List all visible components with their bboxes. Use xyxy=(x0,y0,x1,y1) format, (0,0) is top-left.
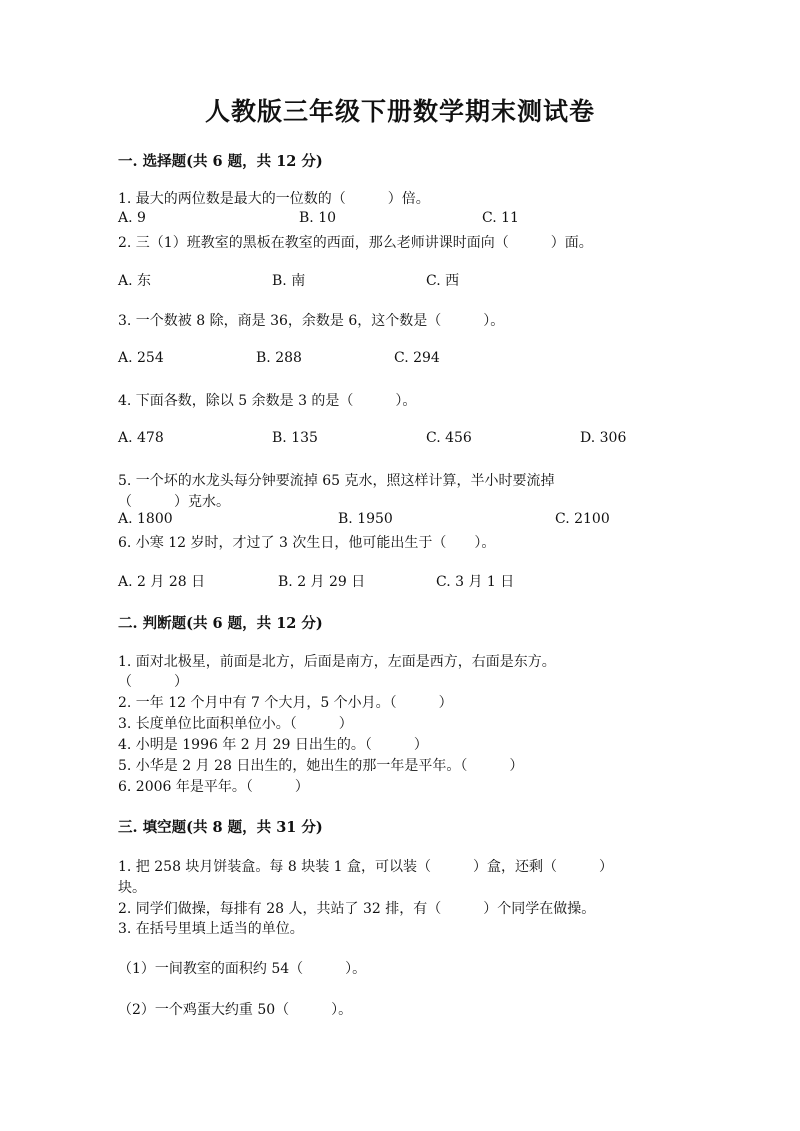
option-a: A. 478 xyxy=(118,430,164,446)
question-3-text: 3. 一个数被 8 除，商是 36，余数是 6，这个数是（ ）。 xyxy=(118,313,505,329)
option-a: A. 2 月 28 日 xyxy=(118,574,206,590)
fill-subquestion: （2）一个鸡蛋大约重 50（ ）。 xyxy=(118,1002,353,1018)
section-heading-fill-in: 三. 填空题(共 8 题，共 31 分) xyxy=(118,819,323,836)
option-c: C. 2100 xyxy=(555,511,610,527)
question-5-text: 5. 一个坏的水龙头每分钟要流掉 65 克水，照这样计算，半小时要流掉 xyxy=(118,473,555,489)
fill-subquestion: （1）一间教室的面积约 54（ ）。 xyxy=(118,961,367,977)
option-a: A. 东 xyxy=(118,273,152,289)
tf-question-line: 6. 2006 年是平年。（ ） xyxy=(118,779,309,795)
option-a: A. 1800 xyxy=(118,511,173,527)
option-a: A. 254 xyxy=(118,350,164,366)
option-d: D. 306 xyxy=(580,430,627,446)
fill-question-line: 1. 把 258 块月饼装盒。每 8 块装 1 盒，可以装（ ）盒，还剩（ ） xyxy=(118,859,614,875)
tf-question-line: （ ） xyxy=(118,674,188,690)
option-b: B. 135 xyxy=(272,430,318,446)
section-heading-true-false: 二. 判断题(共 6 题，共 12 分) xyxy=(118,615,323,632)
tf-question-line: 2. 一年 12 个月中有 7 个大月，5 个小月。（ ） xyxy=(118,695,453,711)
tf-question-line: 3. 长度单位比面积单位小。（ ） xyxy=(118,716,353,732)
fill-question-line: 块。 xyxy=(118,880,146,896)
option-b: B. 南 xyxy=(272,273,306,289)
option-b: B. 10 xyxy=(299,210,337,226)
question-4-text: 4. 下面各数，除以 5 余数是 3 的是（ ）。 xyxy=(118,393,417,409)
option-c: C. 11 xyxy=(482,210,519,226)
tf-question-line: 5. 小华是 2 月 28 日出生的，她出生的那一年是平年。（ ） xyxy=(118,758,524,774)
page-title: 人教版三年级下册数学期末测试卷 xyxy=(204,97,595,126)
tf-question-line: 4. 小明是 1996 年 2 月 29 日出生的。（ ） xyxy=(118,737,428,753)
fill-question-line: 2. 同学们做操，每排有 28 人，共站了 32 排，有（ ）个同学在做操。 xyxy=(118,901,596,917)
option-b: B. 2 月 29 日 xyxy=(278,574,366,590)
option-c: C. 3 月 1 日 xyxy=(436,574,515,590)
option-a: A. 9 xyxy=(118,210,146,226)
fill-question-line: 3. 在括号里填上适当的单位。 xyxy=(118,921,304,937)
option-b: B. 1950 xyxy=(338,511,393,527)
question-2-text: 2. 三（1）班教室的黑板在教室的西面，那么老师讲课时面向（ ）面。 xyxy=(118,235,593,251)
option-c: C. 456 xyxy=(426,430,472,446)
option-c: C. 294 xyxy=(394,350,440,366)
option-b: B. 288 xyxy=(256,350,302,366)
question-5-text-continued: （ ）克水。 xyxy=(118,494,230,510)
question-1-text: 1. 最大的两位数是最大的一位数的（ ）倍。 xyxy=(118,191,430,207)
tf-question-line: 1. 面对北极星，前面是北方，后面是南方，左面是西方，右面是东方。 xyxy=(118,654,556,670)
question-6-text: 6. 小寒 12 岁时，才过了 3 次生日，他可能出生于（ ）。 xyxy=(118,535,496,551)
section-heading-multiple-choice: 一. 选择题(共 6 题，共 12 分) xyxy=(118,153,323,170)
option-c: C. 西 xyxy=(426,273,460,289)
